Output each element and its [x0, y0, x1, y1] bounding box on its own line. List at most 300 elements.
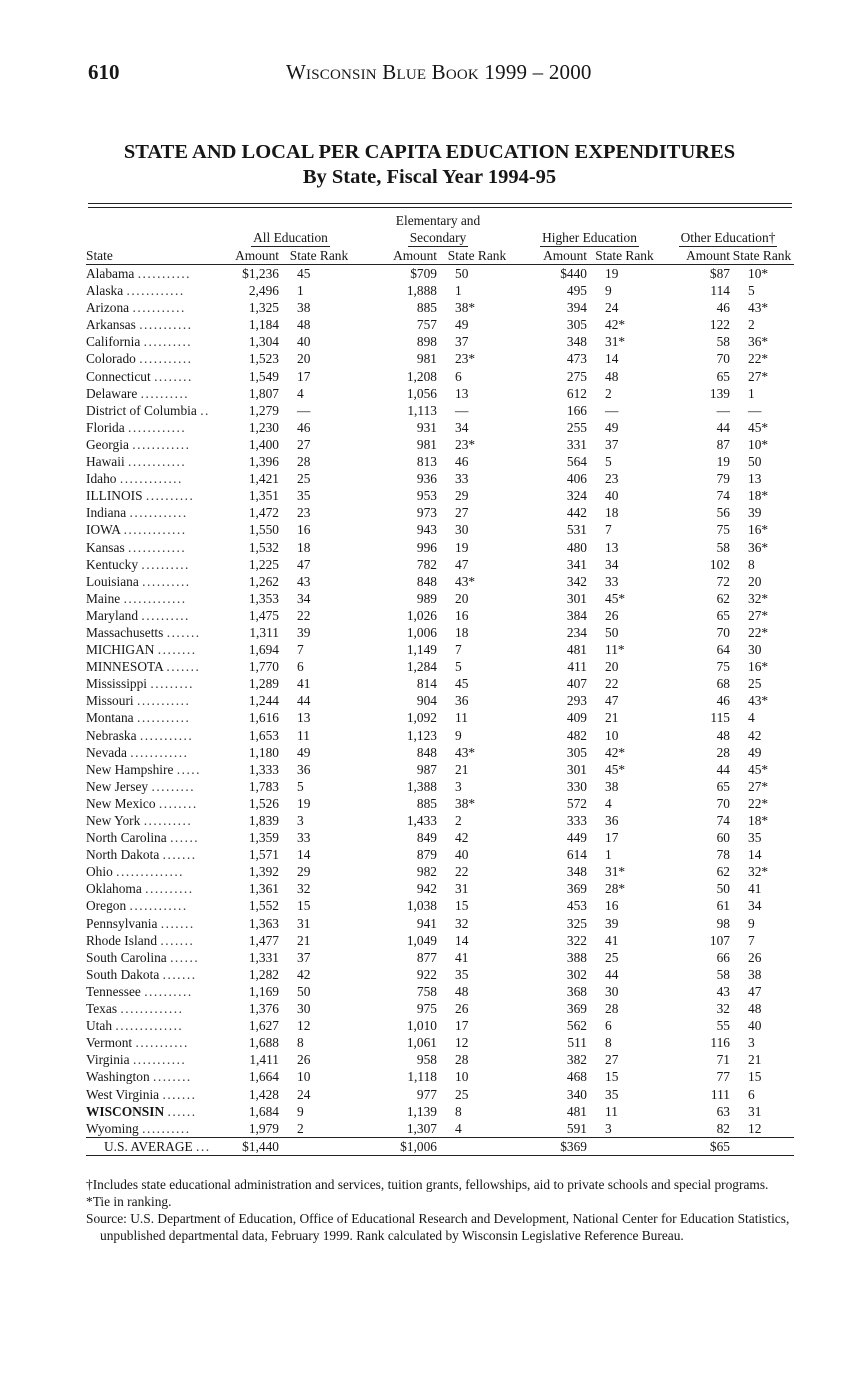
amount-cell: 1,653 [248, 727, 279, 743]
amount-cell: 1,421 [248, 471, 279, 487]
amount-cell: 1,979 [248, 1120, 279, 1136]
state-name-cell [86, 539, 222, 556]
amount-cell: 482 [566, 727, 587, 743]
group-header-elementary-line1: Elementary and [395, 213, 481, 228]
amount-cell: 342 [566, 573, 587, 589]
amount-cell: 56 [716, 505, 730, 521]
leader-dots: ......... [150, 676, 195, 692]
amount-cell: 1,184 [248, 317, 279, 333]
leader-dots: ............ [132, 436, 191, 452]
us-average-elementary: $1,006 [359, 1137, 437, 1155]
table-row [86, 915, 794, 932]
footnote-source: Source: U.S. Department of Education, Office of Educational Research and Development, National Center for Education Statistics, unpublished departmental data, February 1999. Rank calculated by Wisconsin Legislative Reference Bureau. [86, 1211, 790, 1243]
rank-cell: 30 [297, 1001, 311, 1017]
rank-cell: 33 [605, 573, 619, 589]
amount-cell: 1,627 [248, 1018, 279, 1034]
amount-cell: 55 [716, 1018, 730, 1034]
group-header-other-education: Other Education† [680, 230, 776, 245]
amount-cell: 1,694 [248, 642, 279, 658]
leader-dots: ....... [162, 847, 197, 863]
amount-cell: 1,400 [248, 436, 279, 452]
state-name-cell [86, 402, 222, 419]
rank-cell: 5 [605, 454, 612, 470]
table-row [86, 487, 794, 504]
leader-dots: ....... [166, 659, 201, 675]
rank-cell: 28 [605, 1001, 619, 1017]
table-row [86, 282, 794, 299]
amount-cell: 78 [716, 847, 730, 863]
rank-cell: 6 [455, 368, 462, 384]
leader-dots: ........... [135, 1035, 189, 1051]
rank-cell: 6 [748, 1086, 755, 1102]
state-name-cell [86, 880, 222, 897]
amount-cell: 331 [566, 436, 587, 452]
rank-cell: 9 [748, 915, 755, 931]
state-name-cell [86, 675, 222, 692]
rank-cell: 26 [455, 1001, 469, 1017]
amount-cell: 612 [566, 385, 587, 401]
rank-cell: 2 [605, 385, 612, 401]
column-header-rank: State Rank [437, 247, 517, 265]
rank-cell: 36* [748, 334, 769, 350]
rank-cell: 44 [605, 966, 619, 982]
amount-cell: 64 [716, 642, 730, 658]
state-name: WISCONSIN [86, 1103, 165, 1119]
leader-dots: ...... [170, 949, 200, 965]
amount-cell: 1,169 [248, 983, 279, 999]
state-name-cell [86, 709, 222, 726]
amount-cell: 1,552 [248, 898, 279, 914]
rank-cell: 1 [297, 283, 304, 299]
rank-cell: 30 [605, 983, 619, 999]
amount-cell: 511 [567, 1035, 587, 1051]
leader-dots: ............ [128, 419, 187, 435]
amount-cell: 975 [416, 1001, 437, 1017]
amount-cell: 46 [716, 300, 730, 316]
amount-cell: 1,006 [406, 624, 437, 640]
amount-cell: 19 [716, 454, 730, 470]
amount-cell: 139 [709, 385, 730, 401]
amount-cell: 977 [416, 1086, 437, 1102]
rank-cell: 35 [748, 830, 762, 846]
table-row [86, 333, 794, 350]
table-subtitle: By State, Fiscal Year 1994-95 [302, 166, 557, 188]
state-name-cell [86, 658, 222, 675]
amount-cell: 1,411 [249, 1052, 279, 1068]
rank-cell: 25 [748, 676, 762, 692]
state-name: Arizona [86, 300, 130, 316]
leader-dots: ........... [136, 710, 191, 726]
leader-dots: .......... [143, 334, 193, 350]
amount-cell: 70 [716, 624, 730, 640]
amount-cell: 322 [566, 932, 587, 948]
rank-cell: 34 [605, 556, 619, 572]
table-row [86, 1120, 794, 1138]
rank-cell: 11* [605, 642, 625, 658]
table-row [86, 744, 794, 761]
amount-cell: 996 [416, 539, 437, 555]
amount-cell: 1,523 [248, 351, 279, 367]
amount-cell: 591 [566, 1120, 587, 1136]
amount-cell: 234 [566, 624, 587, 640]
rank-cell: 14 [605, 351, 619, 367]
amount-cell: 1,388 [406, 778, 437, 794]
table-row [86, 966, 794, 983]
rank-cell: 1 [605, 847, 612, 863]
state-name: Alaska [86, 283, 124, 299]
amount-cell: 70 [716, 351, 730, 367]
rank-cell: 21 [748, 1052, 762, 1068]
amount-cell: 813 [416, 454, 437, 470]
table-row [86, 385, 794, 402]
table-row [86, 470, 794, 487]
amount-cell: 931 [416, 419, 437, 435]
rank-cell: 16 [605, 898, 619, 914]
table-row [86, 983, 794, 1000]
amount-cell: 942 [416, 881, 437, 897]
amount-cell: 1,477 [248, 932, 279, 948]
rank-cell: 50 [455, 266, 469, 281]
leader-dots: ........... [137, 266, 192, 281]
rank-cell: 19 [605, 266, 619, 281]
rank-cell: 11 [455, 710, 468, 726]
rank-cell: 25 [605, 949, 619, 965]
amount-cell: 77 [716, 1069, 730, 1085]
rank-cell: 2 [748, 317, 755, 333]
state-name: Florida [86, 419, 125, 435]
rank-cell: 32* [748, 590, 769, 606]
amount-cell: 87 [716, 436, 730, 452]
state-name-cell [86, 607, 222, 624]
amount-cell: 943 [416, 522, 437, 538]
amount-cell: 1,092 [406, 710, 437, 726]
amount-cell: 1,363 [248, 915, 279, 931]
state-name: Rhode Island [86, 932, 158, 948]
state-name-cell [86, 692, 222, 709]
state-name-cell [86, 385, 222, 402]
amount-cell: 48 [716, 727, 730, 743]
rank-cell: 49 [605, 419, 619, 435]
leader-dots: ........... [132, 300, 186, 316]
state-name-cell [86, 983, 222, 1000]
leader-dots: ........... [139, 351, 193, 367]
rank-cell: 3 [455, 778, 462, 794]
rank-cell: 3 [748, 1035, 755, 1051]
amount-cell: 849 [416, 830, 437, 846]
rank-cell: 18 [455, 624, 469, 640]
rank-cell: 8 [297, 1035, 304, 1051]
leader-dots: ........... [132, 1052, 187, 1068]
amount-cell: 348 [566, 864, 587, 880]
leader-dots: ............ [128, 539, 187, 555]
rank-cell: 31 [455, 881, 469, 897]
amount-cell: 74 [716, 488, 730, 504]
amount-cell: 114 [710, 283, 730, 299]
rank-cell: 9 [297, 1103, 304, 1119]
rank-cell: 23 [605, 471, 619, 487]
rank-cell: 11 [605, 1103, 618, 1119]
amount-cell: 333 [566, 813, 587, 828]
amount-cell: 1,230 [248, 419, 279, 435]
rank-cell: 12 [455, 1035, 469, 1051]
rank-cell: 20 [605, 659, 619, 675]
state-name: Nebraska [86, 727, 137, 743]
state-name-cell [86, 282, 222, 299]
state-name: Wyoming [86, 1120, 139, 1136]
state-name: Nevada [86, 744, 127, 760]
state-name: South Carolina [86, 949, 167, 965]
table-title: STATE AND LOCAL PER CAPITA EDUCATION EXPENDITURES [123, 141, 736, 163]
rank-cell: 35 [605, 1086, 619, 1102]
table-row [86, 897, 794, 914]
leader-dots: ............ [128, 454, 187, 470]
amount-cell: 61 [716, 898, 730, 914]
amount-cell: 115 [710, 710, 730, 726]
rank-cell: 34 [297, 590, 311, 606]
rank-cell: 32* [748, 864, 769, 880]
amount-cell: 43 [716, 983, 730, 999]
state-name-cell [86, 556, 222, 573]
table-row [86, 624, 794, 641]
table-row [86, 846, 794, 863]
state-name-cell [86, 744, 222, 761]
rank-cell: 39 [748, 505, 762, 521]
table-row [86, 607, 794, 624]
state-name: Montana [86, 710, 134, 726]
amount-cell: 1,839 [248, 813, 279, 828]
amount-cell: 166 [566, 402, 587, 418]
amount-cell: 72 [716, 573, 730, 589]
amount-cell: 32 [716, 1001, 730, 1017]
rank-cell: 25 [455, 1086, 469, 1102]
rank-cell: 41 [297, 676, 311, 692]
state-name: Connecticut [86, 368, 151, 384]
rank-cell: 25 [297, 471, 311, 487]
amount-cell: 1,010 [406, 1018, 437, 1034]
amount-cell: 1,888 [406, 283, 437, 299]
rank-cell: 9 [455, 727, 462, 743]
leader-dots: ............ [126, 283, 185, 299]
rank-cell: 16 [455, 607, 469, 623]
rank-cell: 4 [605, 795, 612, 811]
amount-cell: 531 [566, 522, 587, 538]
rank-cell: 5 [297, 778, 304, 794]
leader-dots: ........ [158, 795, 198, 811]
amount-cell: 58 [716, 539, 730, 555]
rank-cell: 37 [455, 334, 469, 350]
rank-cell: 31* [605, 334, 626, 350]
rank-cell: 43 [297, 573, 311, 589]
amount-cell: 885 [416, 795, 437, 811]
rank-cell: 30 [748, 642, 762, 658]
amount-cell: 468 [566, 1069, 587, 1085]
table-row [86, 727, 794, 744]
amount-cell: 1,807 [248, 385, 279, 401]
rank-cell: 48 [455, 983, 469, 999]
rank-cell: 44 [297, 693, 311, 709]
state-name-cell [86, 795, 222, 812]
state-name-cell [86, 1017, 222, 1034]
state-name: Oklahoma [86, 881, 142, 897]
state-name: Tennessee [86, 983, 141, 999]
rank-cell: 14 [455, 932, 469, 948]
rank-cell: 48 [297, 317, 311, 333]
table-row [86, 504, 794, 521]
rank-cell: 42* [605, 744, 626, 760]
table-row [86, 299, 794, 316]
amount-cell: 382 [566, 1052, 587, 1068]
rank-cell: 16 [297, 522, 311, 538]
leader-dots: .......... [140, 385, 190, 401]
state-name: Idaho [86, 471, 117, 487]
state-name: New Jersey [86, 778, 149, 794]
rank-cell: 40 [748, 1018, 762, 1034]
table-row [86, 265, 794, 283]
rank-cell: 17 [455, 1018, 469, 1034]
rank-cell: 27 [297, 436, 311, 452]
amount-cell: 1,307 [406, 1120, 437, 1136]
table-row [86, 1000, 794, 1017]
amount-cell: 65 [716, 778, 730, 794]
rank-cell: — [605, 402, 619, 418]
rank-cell: 8 [455, 1103, 462, 1119]
state-name-cell [86, 436, 222, 453]
rank-cell: 49 [297, 744, 311, 760]
us-average-all: $1,440 [222, 1137, 279, 1155]
rank-cell: 4 [455, 1120, 462, 1136]
table-row [86, 1034, 794, 1051]
amount-cell: 877 [416, 949, 437, 965]
state-name-cell [86, 521, 222, 538]
table-body [86, 265, 794, 1138]
amount-cell: 28 [716, 744, 730, 760]
amount-cell: 409 [566, 710, 587, 726]
rank-cell: 22 [297, 607, 311, 623]
table-row [86, 932, 794, 949]
leader-dots: ....... [160, 932, 195, 948]
amount-cell: 305 [566, 744, 587, 760]
state-name: Maine [86, 590, 121, 606]
rank-cell: 22 [605, 676, 619, 692]
amount-cell: 98 [716, 915, 730, 931]
table-row [86, 1017, 794, 1034]
rank-cell: 28 [297, 454, 311, 470]
amount-cell: 1,472 [248, 505, 279, 521]
state-name: Arkansas [86, 317, 136, 333]
amount-cell: 63 [716, 1103, 730, 1119]
amount-cell: $709 [410, 266, 437, 281]
leader-dots: ............ [130, 744, 189, 760]
table-row [86, 1068, 794, 1085]
amount-cell: 388 [566, 949, 587, 965]
state-name: Indiana [86, 505, 127, 521]
state-name-cell [86, 333, 222, 350]
table-row [86, 316, 794, 333]
rank-cell: 22 [455, 864, 469, 880]
rank-cell: 46 [455, 454, 469, 470]
table-row [86, 829, 794, 846]
amount-cell: 1,038 [406, 898, 437, 914]
rank-cell: 27* [748, 368, 769, 384]
rank-cell: — [748, 402, 762, 418]
state-name-cell [86, 863, 222, 880]
state-name-cell [86, 265, 222, 283]
state-name-cell [86, 299, 222, 316]
rank-cell: 3 [605, 1120, 612, 1136]
state-name: New York [86, 813, 141, 828]
rank-cell: 34 [748, 898, 762, 914]
amount-cell: 1,783 [248, 778, 279, 794]
table-row [86, 1051, 794, 1068]
amount-cell: 1,026 [406, 607, 437, 623]
group-header-all-education: All Education [253, 230, 328, 245]
amount-cell: 1,113 [407, 402, 437, 418]
amount-cell: — [716, 402, 730, 418]
leader-dots: .......... [141, 556, 190, 572]
rank-cell: 24 [605, 300, 619, 316]
rank-cell: 1 [455, 283, 462, 299]
rank-cell: 38* [455, 300, 476, 316]
amount-cell: 71 [716, 1052, 730, 1068]
amount-cell: 1,376 [248, 1001, 279, 1017]
rank-cell: 20 [297, 351, 311, 367]
amount-cell: 564 [566, 454, 587, 470]
rank-cell: 13 [605, 539, 619, 555]
amount-cell: 305 [566, 317, 587, 333]
amount-cell: 65 [716, 368, 730, 384]
rank-cell: 8 [605, 1035, 612, 1051]
amount-cell: 782 [416, 556, 437, 572]
rank-cell: 4 [297, 385, 304, 401]
rank-cell: 21 [297, 932, 311, 948]
rank-cell: 15 [605, 1069, 619, 1085]
rank-cell: 43* [748, 300, 769, 316]
amount-cell: 481 [566, 1103, 587, 1119]
state-name-cell [86, 1068, 222, 1085]
table-row [86, 709, 794, 726]
leader-dots: .......... [142, 573, 191, 589]
table-row [86, 880, 794, 897]
leader-dots: ............. [120, 1001, 184, 1017]
leader-dots: ........... [136, 693, 191, 709]
table-row [86, 863, 794, 880]
state-name-cell [86, 846, 222, 863]
rank-cell: 6 [605, 1018, 612, 1034]
rank-cell: 35 [297, 488, 311, 504]
amount-cell: 46 [716, 693, 730, 709]
rank-cell: 28* [605, 881, 626, 897]
amount-cell: 394 [566, 300, 587, 316]
amount-cell: 814 [416, 676, 437, 692]
amount-cell: 989 [416, 590, 437, 606]
state-name-cell [86, 453, 222, 470]
amount-cell: 879 [416, 847, 437, 863]
state-name: Vermont [86, 1035, 133, 1051]
table-row [86, 573, 794, 590]
state-name: California [86, 334, 141, 350]
state-name: ILLINOIS [86, 488, 143, 504]
amount-cell: 473 [566, 351, 587, 367]
rank-cell: 38 [748, 966, 762, 982]
state-name: Virginia [86, 1052, 130, 1068]
state-name: Hawaii [86, 454, 125, 470]
footnote-tie: *Tie in ranking. [86, 1194, 172, 1209]
amount-cell: 368 [566, 983, 587, 999]
amount-cell: 1,571 [248, 847, 279, 863]
rank-cell: 14 [748, 847, 762, 863]
state-name: Pennsylvania [86, 915, 158, 931]
rank-cell: 42 [297, 966, 311, 982]
